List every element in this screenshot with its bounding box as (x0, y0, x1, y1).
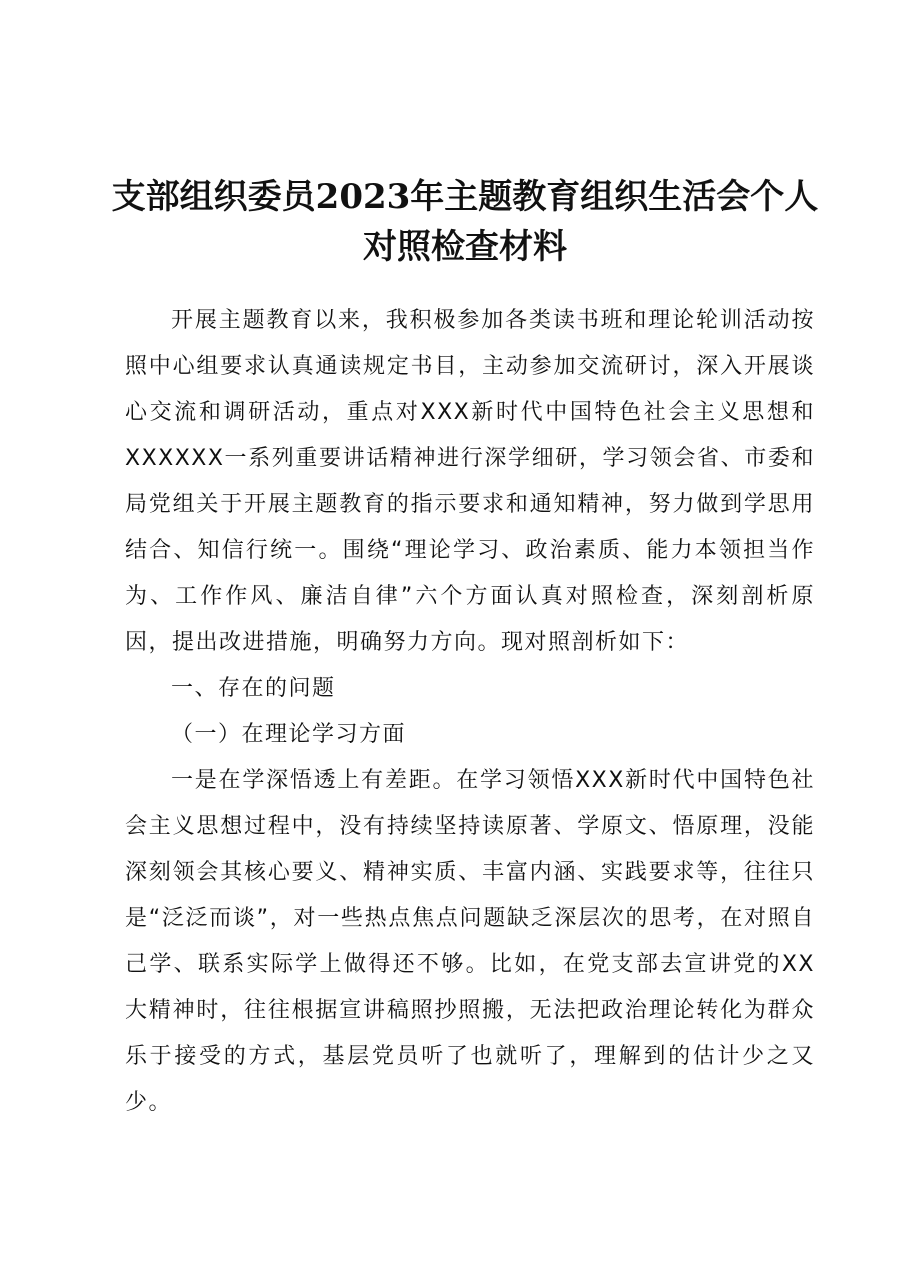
document-body (125, 298, 815, 1126)
body-paragraph: 一是在学深悟透上有差距。在学习领悟XXX新时代中国特色社会主义思想过程中，没有持续坚持读原著、学原文、悟原理，没能深刻领会其核心要义、精神实质、丰富内涵、实践要求等，往往只是“泛泛而谈”，对一些热点焦点问题缺乏深层次的思考，在对照自己学、联系实际学上做得还不够。比如，在党支部去宣讲党的XX大精神时，往往根据宣讲稿照抄照搬，无法把政治理论转化为群众乐于接受的方式，基层党员听了也就听了，理解到的估计少之又少。 (125, 768, 815, 1115)
section-heading: 一、存在的问题 (171, 676, 336, 701)
subsection-heading: （一）在理论学习方面 (171, 722, 407, 747)
intro-paragraph: 开展主题教育以来，我积极参加各类读书班和理论轮训活动按照中心组要求认真通读规定书目，主动参加交流研讨，深入开展谈心交流和调研活动，重点对XXX新时代中国特色社会主义思想和XXXXXX一系列重要讲话精神进行深学细研，学习领会省、市委和局党组关于开展主题教育的指示要求和通知精神，努力做到学思用结合、知信行统一。围绕“理论学习、政治素质、能力本领担当作为、工作作风、廉洁自律”六个方面认真对照检查，深刻剖析原因，提出改进措施，明确努力方向。现对照剖析如下： (125, 308, 815, 655)
document-title: 支部组织委员2023年主题教育组织生活会个人对照检查材料 (111, 177, 819, 267)
